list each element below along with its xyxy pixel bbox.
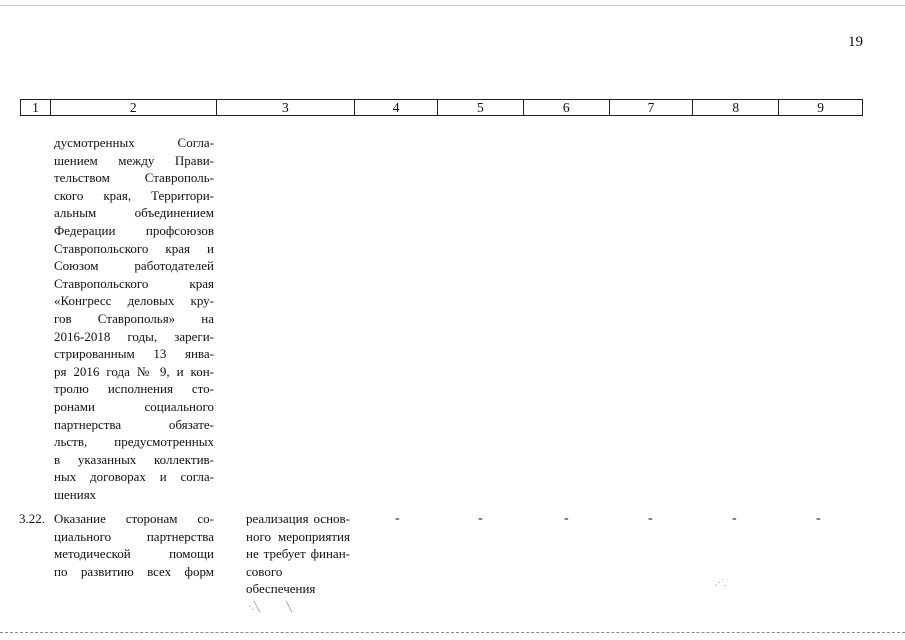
header-col-2: 2 xyxy=(51,100,217,115)
header-col-6: 6 xyxy=(524,100,610,115)
scan-noise: .·˙. xyxy=(715,578,727,589)
header-col-8: 8 xyxy=(693,100,779,115)
cell-dash-col-8: - xyxy=(732,511,737,526)
row-3-22-col3 xyxy=(246,510,350,598)
table-header-row xyxy=(20,99,863,116)
header-col-1: 1 xyxy=(21,100,51,115)
continued-row-col2 xyxy=(54,134,214,503)
cell-dash-col-7: - xyxy=(648,511,653,526)
text-line: ря 2016 года № 9, и кон- xyxy=(54,363,214,379)
text-line: «Конгресс деловых кру- xyxy=(54,293,214,309)
text-line: методической помощи xyxy=(54,546,214,562)
header-col-4: 4 xyxy=(355,100,438,115)
scan-noise: ·.╲ xyxy=(248,602,260,613)
text-line: Союзом работодателей xyxy=(54,258,214,274)
text-line: стрированным 13 янва- xyxy=(54,346,214,362)
text-line: льств, предусмотренных xyxy=(54,434,214,450)
text-line: Ставропольского края и xyxy=(54,240,214,256)
text-line: Оказание сторонам со- xyxy=(54,511,214,526)
text-line: ского края, Территори- xyxy=(54,187,214,203)
text-line: ного мероприятия xyxy=(246,528,350,544)
scan-edge-bottom xyxy=(0,632,905,633)
text-line: тролю исполнения сто- xyxy=(54,381,214,397)
header-col-7: 7 xyxy=(610,100,694,115)
text-line: сового обеспечения xyxy=(246,563,316,597)
text-line: шениях xyxy=(54,486,97,502)
header-col-5: 5 xyxy=(438,100,524,115)
scan-edge-top xyxy=(0,5,905,6)
text-line: тельством Ставрополь- xyxy=(54,170,214,186)
row-3-22-col2 xyxy=(54,510,214,580)
page-number: 19 xyxy=(848,34,863,50)
cell-dash-col-5: - xyxy=(478,511,483,526)
text-line: ронами социального xyxy=(54,398,214,414)
text-line: дусмотренных Согла- xyxy=(54,135,214,150)
text-line: Ставропольского края xyxy=(54,275,214,291)
text-line: циального партнерства xyxy=(54,528,214,544)
text-line: в указанных коллектив- xyxy=(54,451,214,467)
row-number: 3.22. xyxy=(19,511,45,526)
cell-dash-col-4: - xyxy=(395,511,400,526)
text-line: гов Ставрополья» на xyxy=(54,310,214,326)
text-line: альным объединением xyxy=(54,205,214,221)
text-line: по развитию всех форм xyxy=(54,563,214,579)
cell-dash-col-9: - xyxy=(816,511,821,526)
text-line: не требует финан- xyxy=(246,546,350,562)
scan-noise: ╲ xyxy=(286,602,293,613)
header-col-9: 9 xyxy=(817,100,824,115)
header-col-3: 3 xyxy=(217,100,356,115)
text-line: реализация основ- xyxy=(246,511,350,526)
text-line: Федерации профсоюзов xyxy=(54,222,214,238)
text-line: партнерства обязате- xyxy=(54,416,214,432)
text-line: 2016-2018 годы, зареги- xyxy=(54,328,214,344)
text-line: ных договорах и согла- xyxy=(54,469,214,485)
cell-dash-col-6: - xyxy=(564,511,569,526)
text-line: шением между Прави- xyxy=(54,152,214,168)
